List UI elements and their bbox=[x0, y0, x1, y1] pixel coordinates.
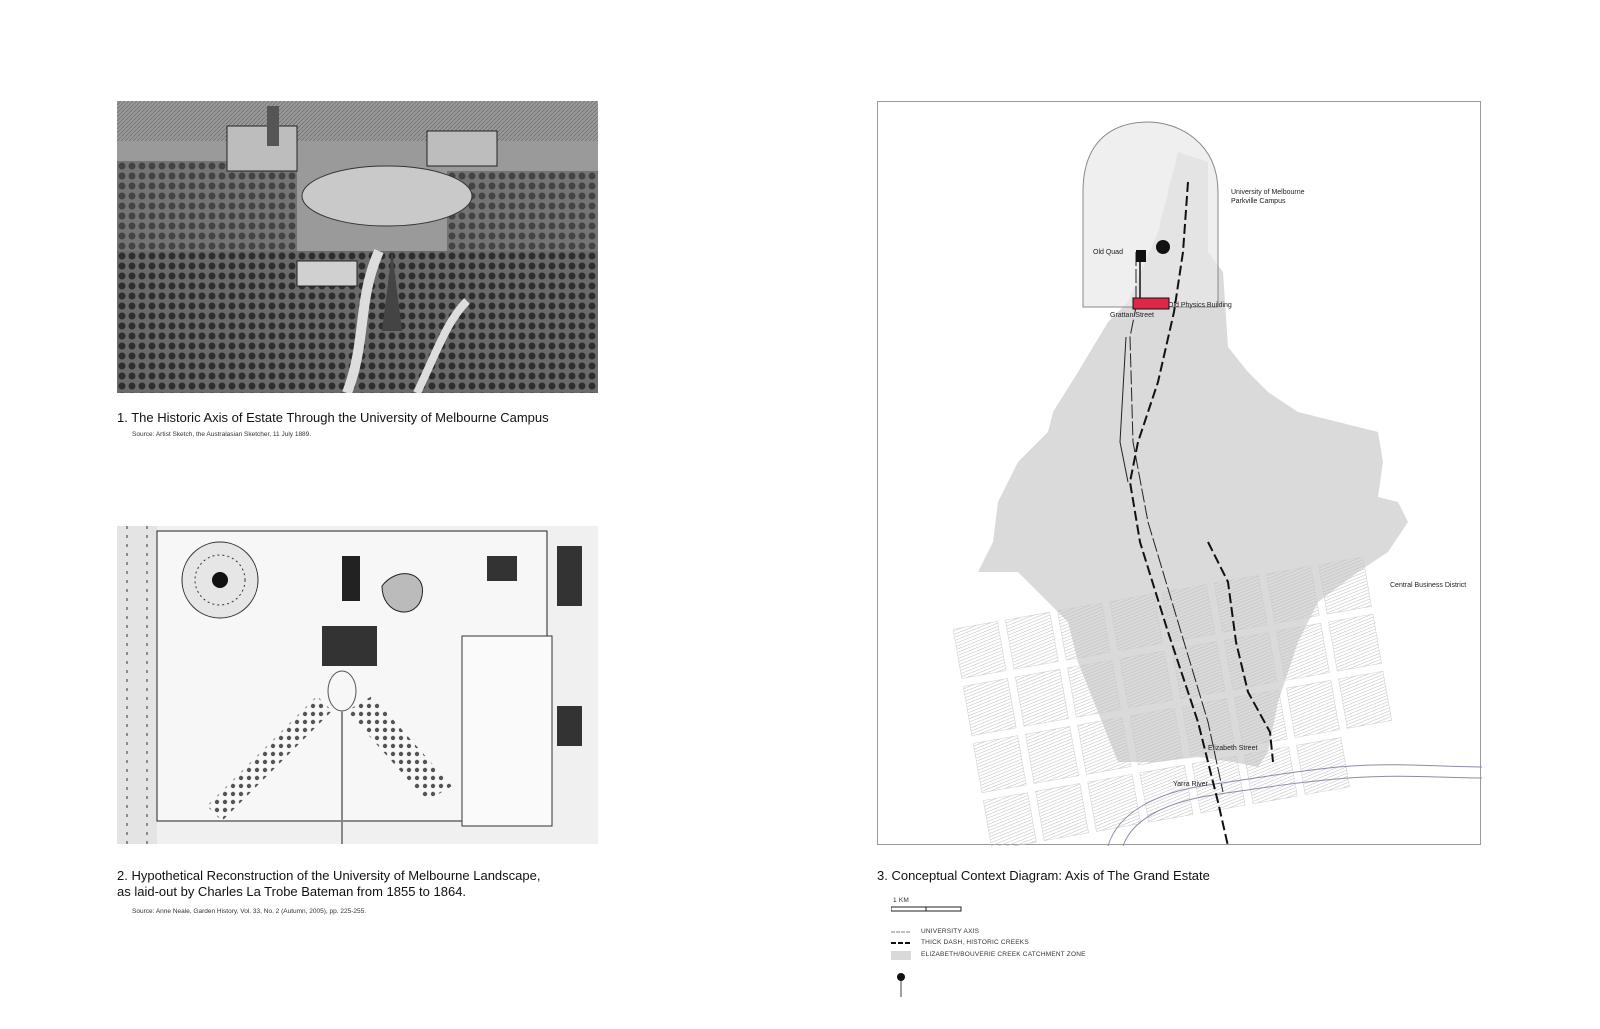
legend-symbol-catchment bbox=[891, 951, 911, 960]
legend-item-university-axis: UNIVERSITY AXIS bbox=[921, 928, 980, 935]
label-cbd: Central Business District bbox=[1390, 582, 1467, 589]
label-old-physics: Old Physics Building bbox=[1168, 302, 1232, 309]
label-campus-line2: Parkville Campus bbox=[1231, 198, 1286, 205]
figure-2-caption: 2. Hypothetical Reconstruction of the University of Melbourne Landscape, as laid-out by Charles La Trobe Bateman from 1855 to 1864. bbox=[117, 868, 541, 899]
old-physics-building bbox=[1133, 298, 1169, 309]
figure-1-caption: 1. The Historic Axis of Estate Through the University of Melbourne Campus bbox=[117, 410, 549, 425]
legend-marker-dot bbox=[897, 973, 905, 981]
scale-label: 1 KM bbox=[893, 897, 909, 904]
legend-item-catchment: ELIZABETH/BOUVERIE CREEK CATCHMENT ZONE bbox=[921, 951, 1086, 958]
legend-item-historic-creeks: THICK DASH, HISTORIC CREEKS bbox=[921, 939, 1029, 946]
figure-1-image bbox=[117, 101, 598, 393]
label-yarra: Yarra River bbox=[1173, 781, 1208, 788]
figure-2-source: Source: Anne Neale, Garden History, Vol. 33, No. 2 (Autumn, 2005), pp. 225-255. bbox=[132, 908, 367, 915]
campus-building-marker bbox=[1156, 240, 1170, 254]
figure-3-caption: 3. Conceptual Context Diagram: Axis of The Grand Estate bbox=[877, 868, 1210, 883]
legend-symbols bbox=[891, 897, 1111, 997]
label-old-quad: Old Quad bbox=[1093, 249, 1123, 256]
legend bbox=[891, 897, 1111, 997]
historic-sketch-illustration bbox=[117, 101, 598, 393]
context-diagram-svg bbox=[878, 102, 1482, 846]
old-quad-building bbox=[1136, 250, 1146, 262]
label-elizabeth: Elizabeth Street bbox=[1208, 745, 1258, 752]
campus-boundary bbox=[1083, 122, 1218, 307]
label-grattan: Grattan Street bbox=[1110, 312, 1154, 319]
figure-1-source: Source: Artist Sketch, the Australasian Sketcher, 11 July 1889. bbox=[132, 431, 312, 438]
figure-3-diagram bbox=[877, 101, 1481, 845]
figure-2-image bbox=[117, 526, 598, 844]
label-campus-line1: University of Melbourne bbox=[1231, 189, 1305, 196]
landscape-plan-illustration bbox=[117, 526, 598, 844]
